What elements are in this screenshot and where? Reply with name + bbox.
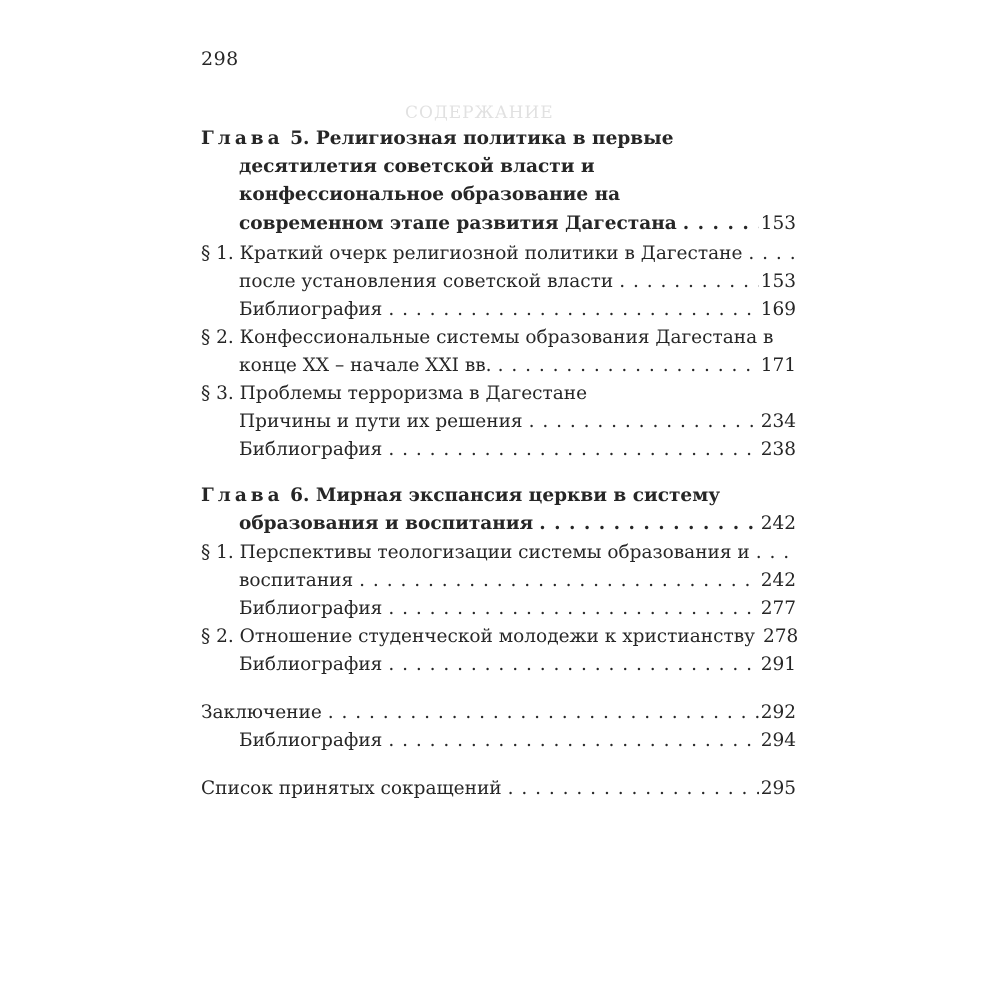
chapter-5-title-line-3: конфессиональное образование на	[239, 184, 621, 205]
chapter-6-title-line-2[interactable]: образования и воспитания . . . 242	[201, 513, 796, 541]
ch5-section-3-bibliography[interactable]: Библиография . . . 238	[201, 439, 796, 467]
ch6-section-1-bibliography-page: 277	[760, 598, 796, 619]
ch6-section-1-page: 242	[760, 570, 796, 591]
chapter-5-title-line-4[interactable]: современном этапе развития Дагестана . . . 153	[201, 213, 796, 241]
chapter-6-label: Глава	[201, 485, 284, 506]
conclusion-page: 292	[760, 702, 796, 723]
conclusion-bibliography-page: 294	[760, 730, 796, 751]
abbreviations-entry[interactable]: Список принятых сокращений . . . 295	[201, 778, 796, 806]
ch5-section-3-page: 234	[760, 411, 796, 432]
ch6-section-2-line-1[interactable]: § 2. Отношение студенческой молодежи к христианству 278	[201, 626, 799, 647]
ch6-section-2-bibliography[interactable]: Библиография . . . 291	[201, 654, 796, 682]
ch5-section-1-line-1: § 1. Краткий очерк религиозной политики в Дагестане . . .	[201, 243, 796, 271]
ghost-heading: СОДЕРЖАНИЕ	[405, 103, 554, 123]
ch6-section-1-bibliography[interactable]: Библиография . . . 277	[201, 598, 796, 626]
ch5-section-1-line-2[interactable]: после установления советской власти . . . 153	[201, 271, 796, 299]
ch5-section-3-bibliography-page: 238	[760, 439, 796, 460]
ch6-section-2-page: 278	[763, 626, 799, 647]
ch5-section-1-bibliography-page: 169	[760, 299, 796, 320]
conclusion-bibliography[interactable]: Библиография . . . 294	[201, 730, 796, 758]
page-number: 298	[201, 48, 239, 70]
chapter-6-page: 242	[760, 513, 796, 534]
chapter-6-title-line-1	[201, 485, 796, 513]
conclusion-entry[interactable]: Заключение . . . 292	[201, 702, 796, 730]
ch5-section-1-bibliography[interactable]: Библиография . . . 169	[201, 299, 796, 327]
ch6-section-1-line-2[interactable]: воспитания . . . 242	[201, 570, 796, 598]
ch5-section-2-line-1: § 2. Конфессиональные системы образования Дагестана в	[201, 327, 774, 348]
ch5-section-2-page: 171	[760, 355, 796, 376]
chapter-6-title-part: 6. Мирная экспансия церкви в систему	[283, 485, 721, 506]
chapter-5-label: Глава	[201, 128, 284, 149]
ch5-section-3-line-1: § 3. Проблемы терроризма в Дагестане	[201, 383, 588, 404]
chapter-5-title-line-2: десятилетия советской власти и	[239, 156, 595, 177]
ch6-section-1-line-1: § 1. Перспективы теологизации системы образования и . . .	[201, 542, 796, 570]
ch5-section-1-page: 153	[760, 271, 796, 292]
chapter-5-page: 153	[760, 213, 796, 234]
ch6-section-2-bibliography-page: 291	[760, 654, 796, 675]
ch5-section-3-line-2[interactable]: Причины и пути их решения . . . 234	[201, 411, 796, 439]
abbreviations-page: 295	[760, 778, 796, 799]
chapter-5-title-part: 5. Религиозная политика в первые	[283, 128, 674, 149]
chapter-5-title-line-1	[201, 128, 796, 156]
ch5-section-2-line-2[interactable]: конце XX – начале XXI вв. . . . 171	[201, 355, 796, 383]
